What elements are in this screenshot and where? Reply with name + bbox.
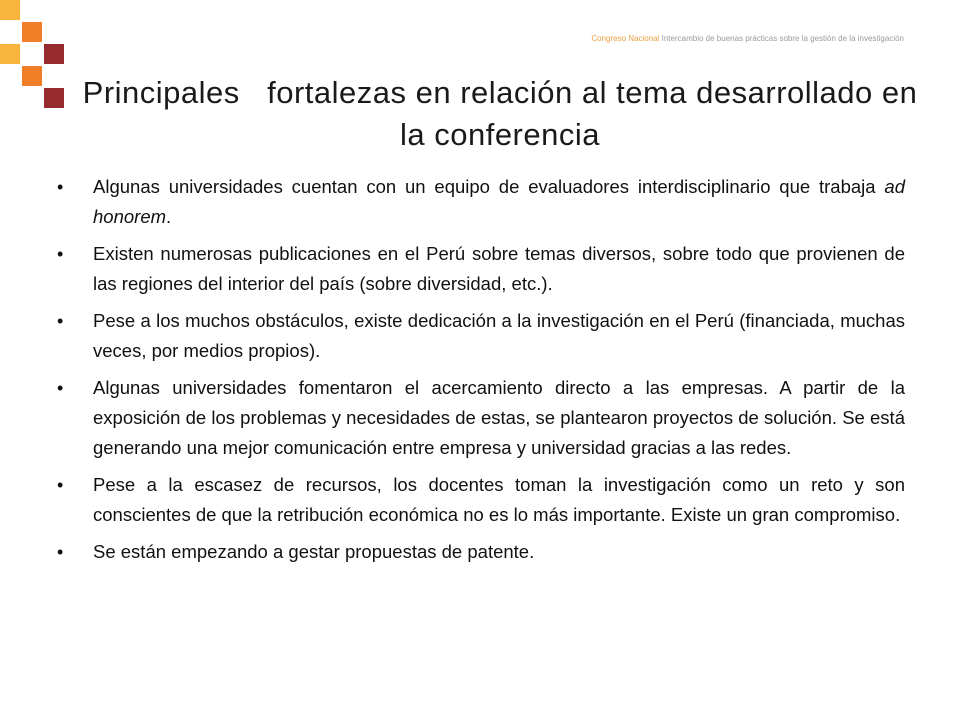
bullet-item (55, 470, 905, 530)
bullet-text-end: . (166, 206, 172, 227)
header-congreso: Congreso Nacional (591, 34, 660, 43)
slide-title (60, 72, 940, 156)
bullet-dot: • (57, 542, 64, 562)
header-tagline (591, 34, 904, 43)
bullet-item (55, 306, 905, 366)
slide-content (55, 172, 905, 574)
bullet-item (55, 373, 905, 463)
bullet-text: Algunas universidades fomentaron el acercamiento directo a las empresas. A partir de la exposición de los problemas y necesidades de estas, se plantearon proyectos de solución. Se está generando una mejor comunicación entre empresa y universidad gracias a las redes. (93, 377, 905, 458)
slide-title-line1: Principales fortalezas en relación al tema desarrollado en (82, 75, 918, 110)
logo-square (0, 0, 20, 20)
slide-title-line2: la conferencia (399, 117, 600, 152)
bullet-list (55, 172, 905, 567)
bullet-item (55, 239, 905, 299)
logo-square (22, 22, 42, 42)
bullet-dot: • (57, 177, 64, 197)
header-subtitle: Intercambio de buenas prácticas sobre la gestión de la investigación (661, 34, 904, 43)
bullet-dot: • (57, 475, 64, 495)
bullet-dot: • (57, 244, 64, 264)
bullet-text: Pese a los muchos obstáculos, existe dedicación a la investigación en el Perú (financiada, muchas veces, por medios propios). (93, 310, 905, 361)
bullet-text: Existen numerosas publicaciones en el Perú sobre temas diversos, sobre todo que provienen de las regiones del interior del país (sobre diversidad, etc.). (93, 243, 905, 294)
bullet-item (55, 537, 905, 567)
bullet-dot: • (57, 311, 64, 331)
bullet-item (55, 172, 905, 232)
bullet-text: Algunas universidades cuentan con un equipo de evaluadores interdisciplinario que trabaja (93, 176, 885, 197)
logo-square (0, 44, 20, 64)
bullet-italic-text: ad honorem (93, 176, 905, 227)
bullet-text: Pese a la escasez de recursos, los docentes toman la investigación como un reto y son conscientes de que la retribución económica no es lo más importante. Existe un gran compromiso. (93, 474, 905, 525)
logo-square (22, 66, 42, 86)
logo-square (44, 44, 64, 64)
bullet-dot: • (57, 378, 64, 398)
bullet-text: Se están empezando a gestar propuestas de patente. (93, 541, 535, 562)
